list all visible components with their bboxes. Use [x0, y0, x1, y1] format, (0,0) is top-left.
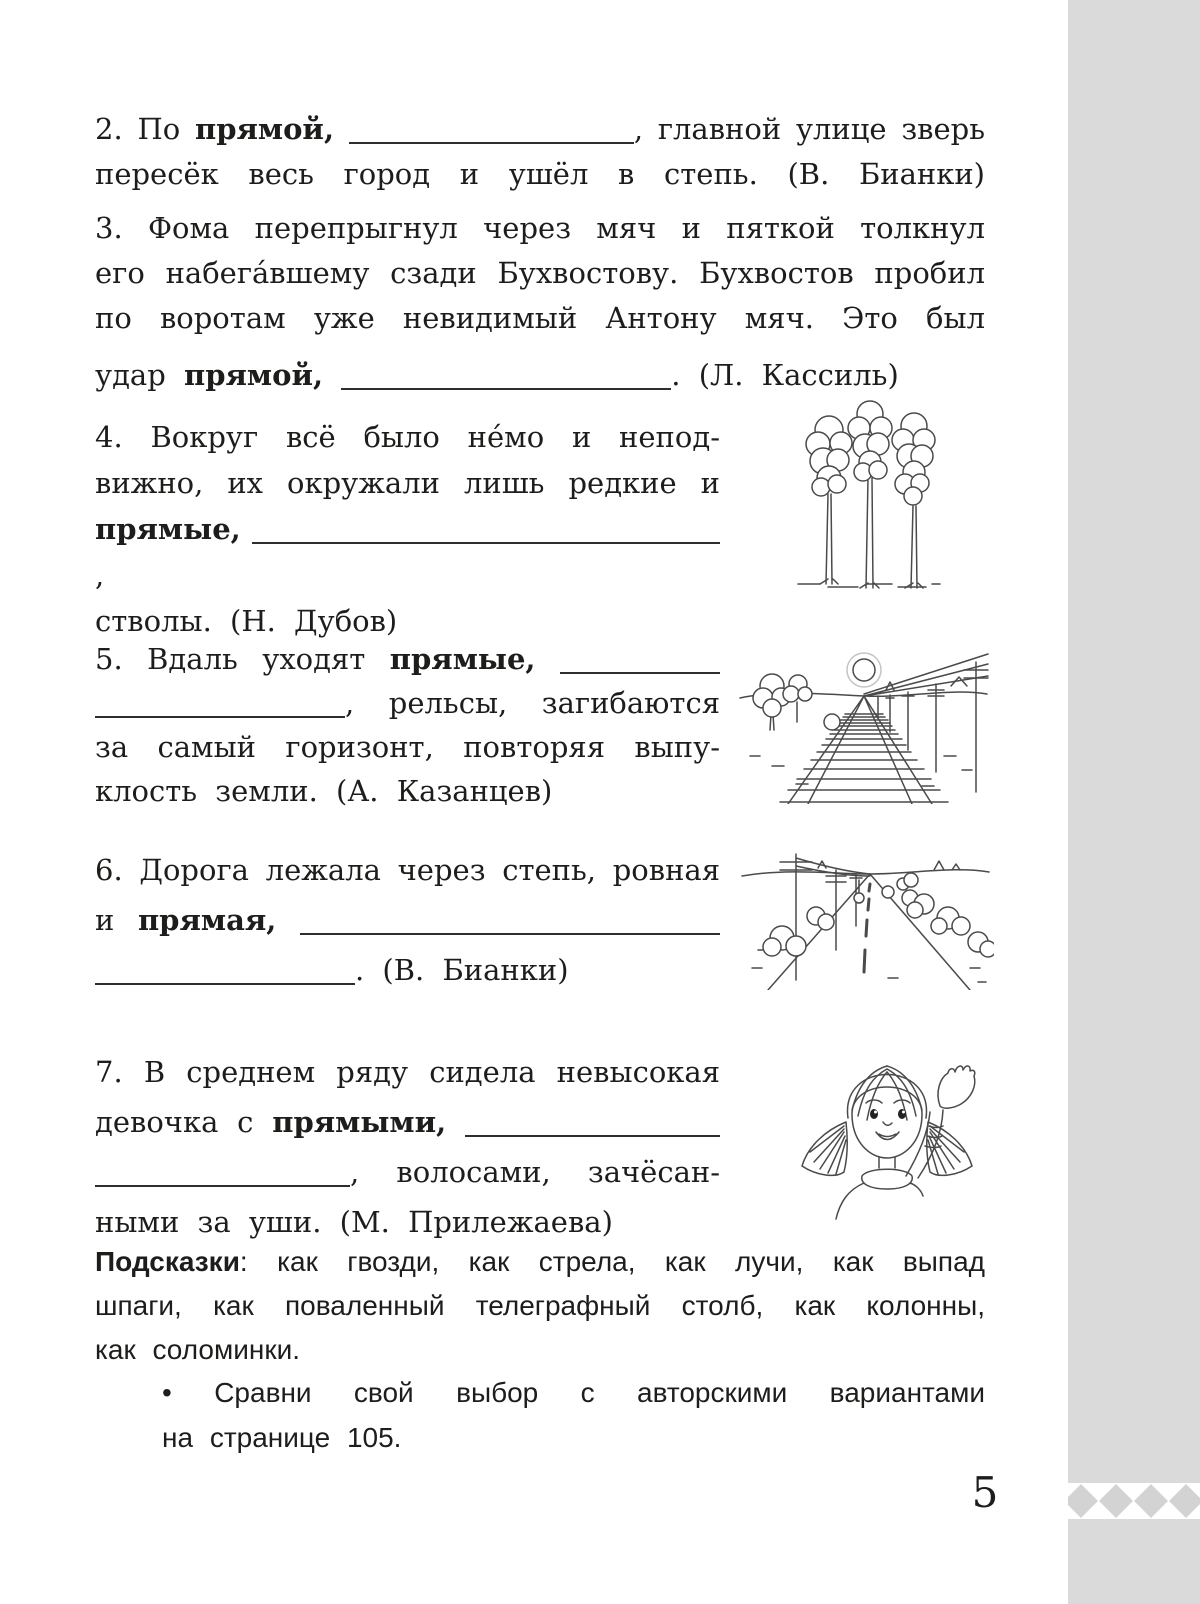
text-line — [95, 681, 720, 725]
fill-in-blank — [349, 140, 634, 144]
text-segment: . (Л. Кассиль) — [671, 358, 899, 392]
page-edge-band — [1068, 0, 1200, 1604]
text-segment — [334, 112, 349, 146]
text-segment: 7. В среднем ряду сидела невысокая — [95, 1055, 720, 1089]
girl-illustration — [782, 1026, 994, 1220]
text-segment — [323, 358, 341, 392]
bold-keyword: прямой, — [184, 358, 324, 392]
exercise-item-3 — [95, 206, 985, 398]
text-line — [95, 845, 720, 895]
text-segment: шпаги, как поваленный телеграфный столб, как колонны, — [95, 1290, 985, 1321]
text-segment: за самый горизонт, повторяя выпу- — [95, 730, 720, 764]
text-line — [95, 353, 985, 398]
fill-in-blank — [95, 1183, 350, 1187]
page-number: 5 — [971, 1468, 999, 1517]
text-segment: и — [95, 903, 138, 937]
text-line — [162, 1415, 985, 1460]
text-line — [95, 1328, 985, 1372]
text-line — [95, 895, 720, 945]
text-line — [95, 1240, 985, 1284]
fill-in-blank — [252, 540, 720, 544]
text-line — [95, 296, 985, 341]
text-line — [95, 945, 720, 995]
bold-keyword: прямыми, — [272, 1105, 447, 1139]
text-segment: . (В. Бианки) — [355, 953, 569, 987]
text-segment: : как гвозди, как стрела, как лучи, как выпад — [239, 1246, 985, 1277]
text-segment: • — [162, 1377, 172, 1408]
text-line — [95, 251, 985, 296]
text-segment: вижно, их окружали лишь редкие и — [95, 466, 720, 500]
text-segment: его набега́вшему сзади Бухвостову. Бухвостов пробил — [95, 256, 985, 290]
text-segment: девочка с — [95, 1105, 273, 1139]
hints-block — [95, 1240, 985, 1372]
text-segment: 3. Фома перепрыгнул через мяч и пяткой толкнул — [95, 211, 985, 245]
exercise-item-5 — [95, 637, 720, 813]
text-line — [95, 725, 720, 769]
text-line — [95, 107, 985, 152]
text-segment: по воротам уже невидимый Антону мяч. Это был — [95, 301, 985, 335]
text-line — [95, 769, 720, 813]
trees-illustration — [792, 398, 942, 590]
fill-in-blank — [465, 1133, 720, 1137]
text-segment: 5. Вдаль уходят — [95, 642, 390, 676]
text-segment: как соломинки. — [95, 1334, 300, 1365]
fill-in-blank — [300, 931, 720, 935]
text-line — [95, 414, 720, 460]
text-line — [95, 152, 985, 197]
text-segment: клость земли. (А. Казанцев) — [95, 774, 553, 808]
exercise-item-7 — [95, 1047, 720, 1247]
text-line — [95, 206, 985, 251]
bold-keyword: прямой, — [194, 112, 335, 146]
exercise-item-2 — [95, 107, 985, 197]
text-segment: удар — [95, 358, 184, 392]
text-line — [95, 637, 720, 681]
text-segment — [446, 1105, 465, 1139]
text-line — [95, 1147, 720, 1197]
text-segment — [241, 512, 252, 546]
text-segment: , рельсы, загибаются — [345, 686, 720, 720]
exercise-item-6 — [95, 845, 720, 995]
text-line — [95, 1047, 720, 1097]
fill-in-blank — [341, 386, 671, 390]
text-segment: Сравни свой выбор с авторскими вариантами — [214, 1377, 986, 1408]
text-segment — [276, 903, 300, 937]
text-segment: на странице 105. — [162, 1422, 402, 1453]
text-segment: пересёк весь город и ушёл в степь. (В. Бианки) — [95, 157, 985, 191]
text-line — [95, 1097, 720, 1147]
text-segment: , волосами, зачёсан- — [350, 1155, 720, 1189]
text-segment: ными за уши. (М. Прилежаева) — [95, 1205, 613, 1239]
fill-in-blank — [95, 981, 355, 985]
compare-task — [162, 1370, 985, 1460]
text-segment: 2. По — [95, 112, 195, 146]
diamond-ornament — [1068, 1483, 1200, 1519]
text-segment: стволы. (Н. Дубов) — [95, 604, 398, 638]
exercise-item-4 — [95, 414, 720, 644]
road-illustration — [738, 818, 994, 990]
bold-keyword: прямые, — [95, 512, 241, 546]
text-line — [95, 460, 720, 506]
text-segment: 4. Вокруг всё было не́мо и непод- — [95, 420, 720, 454]
fill-in-blank — [95, 714, 345, 718]
text-segment — [172, 1377, 214, 1408]
text-segment — [536, 642, 560, 676]
text-segment: 6. Дорога лежала через степь, ровная — [95, 853, 720, 887]
bold-keyword: прямые, — [389, 642, 536, 676]
text-segment: , главной улице зверь — [633, 112, 985, 146]
fill-in-blank — [560, 670, 720, 674]
text-line — [95, 1284, 985, 1328]
text-line — [95, 506, 720, 598]
bold-keyword: прямая, — [137, 903, 277, 937]
railway-illustration — [736, 634, 992, 804]
bold-keyword: Подсказки — [95, 1246, 240, 1277]
text-line — [162, 1370, 985, 1415]
text-segment: , — [95, 558, 105, 592]
